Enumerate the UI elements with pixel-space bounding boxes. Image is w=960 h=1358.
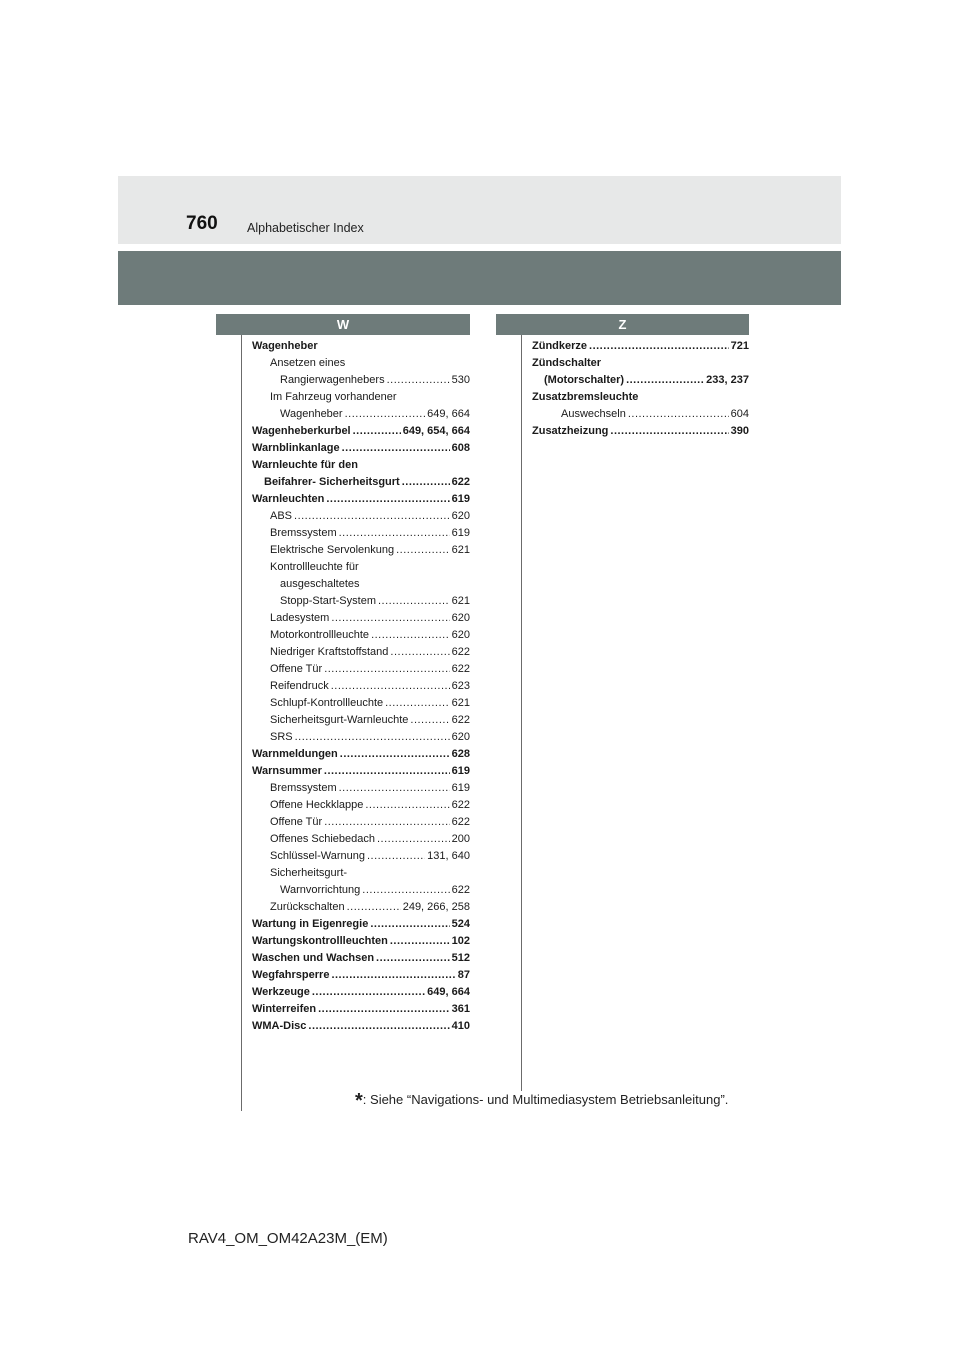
letter-heading-w: W: [216, 314, 470, 335]
index-entry: [252, 542, 470, 559]
index-column-w: [252, 338, 470, 1035]
index-term: Stopp-Start-System: [280, 595, 376, 607]
dot-leader: [295, 729, 450, 746]
dot-leader: [390, 644, 449, 661]
dot-leader: [385, 695, 450, 712]
index-pages: 623: [451, 680, 470, 692]
dot-leader: [362, 882, 449, 899]
index-pages: 621: [451, 544, 470, 556]
index-entry: [252, 882, 470, 899]
index-entry: [252, 950, 470, 967]
index-pages: 621: [451, 595, 470, 607]
index-entry: [252, 423, 470, 440]
index-pages: 249, 266, 258: [402, 901, 470, 913]
index-pages: 649, 664: [427, 408, 470, 420]
footnote-text: : Siehe “Navigations- und Multimediasystem Betriebsanleitung”.: [362, 1092, 729, 1107]
index-term: Warnsummer: [252, 765, 322, 777]
dot-leader: [367, 848, 425, 865]
dot-leader: [387, 372, 450, 389]
index-entry: [252, 559, 470, 576]
index-term: Waschen und Wachsen: [252, 952, 375, 964]
index-term: Sicherheitsgurt-: [270, 867, 348, 879]
dot-leader: [402, 474, 450, 491]
index-term: Beifahrer- Sicherheitsgurt: [264, 476, 400, 488]
index-pages: 87: [457, 969, 470, 981]
index-entry: [252, 576, 470, 593]
index-term: (Motorschalter): [544, 374, 625, 386]
dot-leader: [589, 338, 729, 355]
index-entry: [252, 389, 470, 406]
dot-leader: [353, 423, 401, 440]
index-column-z: [532, 338, 749, 440]
index-entry: [252, 1001, 470, 1018]
index-entry: [532, 338, 749, 355]
index-term: Wegfahrsperre: [252, 969, 330, 981]
index-term: WMA-Disc: [252, 1020, 307, 1032]
dot-leader: [331, 678, 450, 695]
index-entry: [252, 848, 470, 865]
index-pages: 622: [451, 663, 470, 675]
index-term: Offene Heckklappe: [270, 799, 364, 811]
index-entry: [532, 406, 749, 423]
header-dark-band: [118, 251, 841, 305]
index-entry: [252, 916, 470, 933]
index-term: Warnblinkanlage: [252, 442, 340, 454]
index-term: Rangierwagenhebers: [280, 374, 385, 386]
dot-leader: [628, 406, 729, 423]
index-pages: 361: [451, 1003, 470, 1015]
index-term: Winterreifen: [252, 1003, 317, 1015]
index-term: Zündschalter: [532, 357, 602, 369]
document-code: RAV4_OM_OM42A23M_(EM): [188, 1230, 388, 1247]
dot-leader: [377, 831, 450, 848]
dot-leader: [345, 406, 426, 423]
footnote-marker: *: [355, 1090, 363, 1112]
index-entry: [252, 627, 470, 644]
dot-leader: [339, 525, 450, 542]
index-pages: 608: [451, 442, 470, 454]
dot-leader: [339, 780, 450, 797]
dot-leader: [376, 950, 450, 967]
index-pages: 619: [451, 527, 470, 539]
index-entry: [252, 491, 470, 508]
index-pages: 620: [451, 612, 470, 624]
index-entry: [252, 729, 470, 746]
index-pages: 649, 654, 664: [402, 425, 470, 437]
dot-leader: [410, 712, 449, 729]
dot-leader: [340, 746, 450, 763]
index-term: Offenes Schiebedach: [270, 833, 375, 845]
index-entry: [252, 984, 470, 1001]
index-entry: [252, 644, 470, 661]
dot-leader: [396, 542, 450, 559]
dot-leader: [390, 933, 450, 950]
index-term: Wartungskontrollleuchten: [252, 935, 388, 947]
index-term: Bremssystem: [270, 527, 337, 539]
column-divider-left: [241, 335, 242, 1111]
index-pages: 620: [451, 510, 470, 522]
index-pages: 530: [451, 374, 470, 386]
index-term: Wagenheber: [252, 340, 318, 352]
index-pages: 622: [451, 799, 470, 811]
index-entry: [532, 372, 749, 389]
index-term: Bremssystem: [270, 782, 337, 794]
index-pages: 622: [451, 476, 470, 488]
dot-leader: [326, 491, 449, 508]
index-entry: [252, 457, 470, 474]
index-term: ABS: [270, 510, 293, 522]
dot-leader: [365, 797, 449, 814]
dot-leader: [318, 1001, 450, 1018]
header-band: [118, 176, 841, 244]
dot-leader: [610, 423, 728, 440]
index-entry: [252, 746, 470, 763]
index-entry: [252, 593, 470, 610]
index-term: Ansetzen eines: [270, 357, 346, 369]
dot-leader: [378, 593, 450, 610]
column-divider-middle: [521, 335, 522, 1091]
index-term: Zündkerze: [532, 340, 588, 352]
dot-leader: [626, 372, 704, 389]
dot-leader: [370, 916, 449, 933]
index-term: Wagenheber: [280, 408, 343, 420]
index-pages: 619: [451, 493, 470, 505]
index-term: Offene Tür: [270, 816, 323, 828]
index-entry: [252, 338, 470, 355]
index-entry: [252, 712, 470, 729]
index-term: Schlupf-Kontrollleuchte: [270, 697, 384, 709]
index-term: Warnleuchten: [252, 493, 325, 505]
index-entry: [532, 389, 749, 406]
dot-leader: [324, 661, 449, 678]
dot-leader: [324, 763, 450, 780]
index-entry: [252, 525, 470, 542]
index-entry: [252, 780, 470, 797]
index-pages: 620: [451, 629, 470, 641]
index-entry: [252, 967, 470, 984]
index-entry: [252, 610, 470, 627]
index-term: Warnleuchte für den: [252, 459, 358, 471]
index-entry: [252, 372, 470, 389]
letter-heading-z: Z: [496, 314, 749, 335]
index-term: Elektrische Servolenkung: [270, 544, 395, 556]
index-pages: 622: [451, 714, 470, 726]
index-pages: 524: [451, 918, 470, 930]
index-pages: 619: [451, 765, 470, 777]
index-entry: [252, 355, 470, 372]
index-term: Wagenheberkurbel: [252, 425, 351, 437]
index-term: Zurückschalten: [270, 901, 345, 913]
index-term: Reifendruck: [270, 680, 329, 692]
index-entry: [252, 814, 470, 831]
index-pages: 233, 237: [706, 374, 749, 386]
index-term: Sicherheitsgurt-Warnleuchte: [270, 714, 409, 726]
dot-leader: [324, 814, 449, 831]
index-entry: [252, 899, 470, 916]
dot-leader: [371, 627, 450, 644]
index-entry: [252, 763, 470, 780]
index-pages: 390: [730, 425, 749, 437]
dot-leader: [331, 610, 449, 627]
index-term: Ladesystem: [270, 612, 330, 624]
index-term: SRS: [270, 731, 293, 743]
index-entry: [252, 831, 470, 848]
index-entry: [532, 355, 749, 372]
dot-leader: [347, 899, 401, 916]
index-entry: [252, 933, 470, 950]
index-pages: 604: [730, 408, 749, 420]
index-term: Auswechseln: [561, 408, 626, 420]
index-entry: [252, 797, 470, 814]
section-title: Alphabetischer Index: [247, 221, 364, 235]
index-pages: 721: [730, 340, 749, 352]
dot-leader: [294, 508, 450, 525]
index-pages: 622: [451, 816, 470, 828]
index-entry: [252, 440, 470, 457]
index-entry: [532, 423, 749, 440]
index-pages: 131, 640: [427, 850, 470, 862]
index-entry: [252, 474, 470, 491]
index-term: Im Fahrzeug vorhandener: [270, 391, 397, 403]
index-term: Niedriger Kraftstoffstand: [270, 646, 389, 658]
index-pages: 649, 664: [427, 986, 470, 998]
index-term: Motorkontrollleuchte: [270, 629, 370, 641]
index-pages: 628: [451, 748, 470, 760]
index-entry: [252, 695, 470, 712]
index-entry: [252, 661, 470, 678]
index-term: Werkzeuge: [252, 986, 310, 998]
footnote: [355, 1090, 728, 1113]
dot-leader: [308, 1018, 449, 1035]
index-entry: [252, 406, 470, 423]
index-entry: [252, 1018, 470, 1035]
index-pages: 619: [451, 782, 470, 794]
index-pages: 620: [451, 731, 470, 743]
dot-leader: [312, 984, 425, 1001]
index-entry: [252, 678, 470, 695]
index-pages: 410: [451, 1020, 470, 1032]
index-term: Zusatzheizung: [532, 425, 609, 437]
index-entry: [252, 865, 470, 882]
index-pages: 621: [451, 697, 470, 709]
index-entry: [252, 508, 470, 525]
index-pages: 512: [451, 952, 470, 964]
dot-leader: [331, 967, 455, 984]
index-term: Schlüssel-Warnung: [270, 850, 365, 862]
index-pages: 622: [451, 884, 470, 896]
index-term: ausgeschaltetes: [280, 578, 360, 590]
index-term: Wartung in Eigenregie: [252, 918, 369, 930]
page-number: 760: [186, 213, 218, 234]
index-term: Warnmeldungen: [252, 748, 338, 760]
index-pages: 200: [451, 833, 470, 845]
index-pages: 102: [451, 935, 470, 947]
index-term: Offene Tür: [270, 663, 323, 675]
dot-leader: [342, 440, 450, 457]
index-term: Zusatzbremsleuchte: [532, 391, 639, 403]
index-term: Warnvorrichtung: [280, 884, 361, 896]
index-pages: 622: [451, 646, 470, 658]
index-term: Kontrollleuchte für: [270, 561, 359, 573]
